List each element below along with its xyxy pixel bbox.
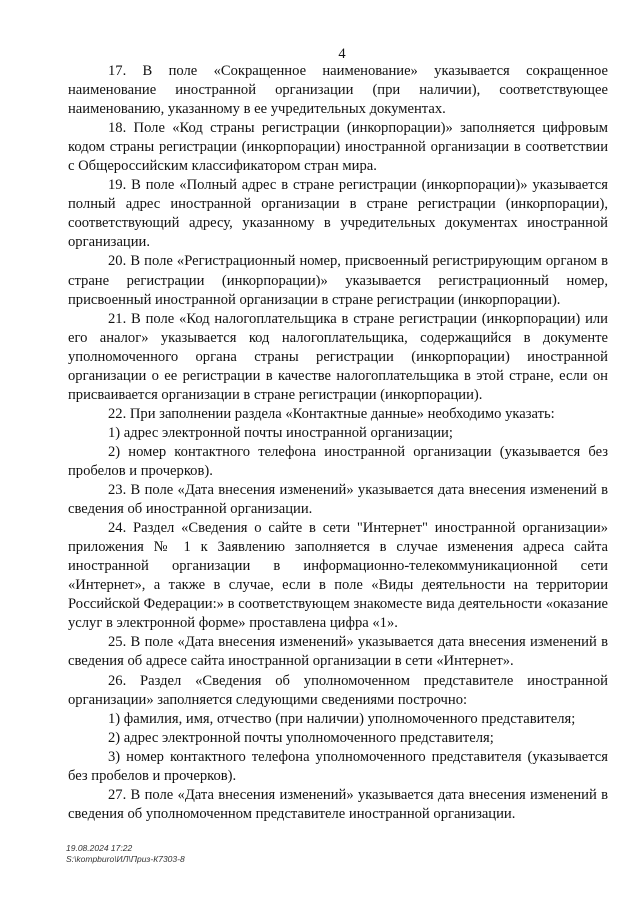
paragraph-24: 24. Раздел «Сведения о сайте в сети "Интернет" иностранной организации» приложения № 1 к Заявлению заполняется в случае изменения адреса сайта иностранной организации в информационно-телекоммуникационной сети «Интернет», а также в случае, если в поле «Виды деятельности на территории Российской Федерации:» в соответствующем знакоместе вида деятельности «оказание услуг в электронной форме» проставлена цифра «1». — [68, 520, 608, 632]
paragraph-25: 25. В поле «Дата внесения изменений» указывается дата внесения изменений в сведения об адресе сайта иностранной организации в сети «Интернет». — [68, 634, 608, 670]
list-item-26-2: 2) адрес электронной почты уполномоченного представителя; — [108, 729, 494, 746]
footer-file-path: S:\kompburo\ИЛ\Приз-К7303-8 — [66, 854, 185, 864]
list-item-22-2: 2) номер контактного телефона иностранной организации (указывается без пробелов и прочерков). — [68, 443, 608, 479]
footer-stamp — [66, 843, 185, 865]
footer-timestamp: 19.08.2024 17:22 — [66, 843, 133, 853]
body-text — [68, 62, 608, 824]
paragraph-22: 22. При заполнении раздела «Контактные данные» необходимо указать: — [108, 405, 555, 422]
list-item-26-3: 3) номер контактного телефона уполномоченного представителя (указывается без пробелов и прочерков). — [68, 748, 608, 784]
page-number: 4 — [338, 46, 346, 62]
paragraph-20: 20. В поле «Регистрационный номер, присвоенный регистрирующим органом в стране регистрации (инкорпорации)» указывается регистрационный номер, присвоенный иностранной организации в стране регистрации (инкорпорации). — [68, 253, 608, 308]
paragraph-17: 17. В поле «Сокращенное наименование» указывается сокращенное наименование иностранной организации (при наличии), соответствующее наименованию, указанному в ее учредительных документах. — [68, 63, 608, 118]
paragraph-23: 23. В поле «Дата внесения изменений» указывается дата внесения изменений в сведения об иностранной организации. — [68, 482, 608, 518]
paragraph-21: 21. В поле «Код налогоплательщика в стране регистрации (инкорпорации) или его аналог» указывается код налогоплательщика, содержащийся в документе уполномоченного органа страны регистрации (инкорпорации) иностранной организации о ее регистрации в качестве налогоплательщика в этой стране, если он присваивается организации в стране регистрации (инкорпорации). — [68, 310, 608, 403]
paragraph-26: 26. Раздел «Сведения об уполномоченном представителе иностранной организации» заполняется следующими сведениями построчно: — [68, 672, 608, 708]
paragraph-19: 19. В поле «Полный адрес в стране регистрации (инкорпорации)» указывается полный адрес иностранной организации в стране регистрации (инкорпорации), соответствующий адресу, указанному в учредительных документах иностранной организации. — [68, 177, 608, 251]
paragraph-27: 27. В поле «Дата внесения изменений» указывается дата внесения изменений в сведения об уполномоченном представителе иностранной организации. — [68, 786, 608, 822]
list-item-22-1: 1) адрес электронной почты иностранной организации; — [108, 424, 453, 441]
list-item-26-1: 1) фамилия, имя, отчество (при наличии) уполномоченного представителя; — [108, 710, 576, 727]
paragraph-18: 18. Поле «Код страны регистрации (инкорпорации)» заполняется цифровым кодом страны регистрации (инкорпорации) иностранной организации в соответствии с Общероссийским классификатором стран мира. — [68, 120, 608, 175]
